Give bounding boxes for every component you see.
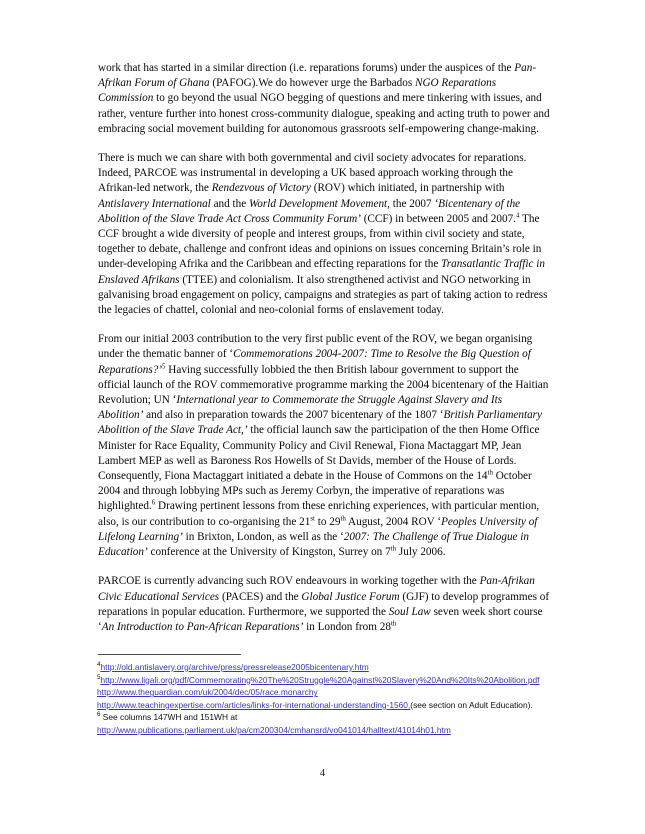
- text-run: the 2007: [389, 197, 435, 210]
- footnote-reference: th: [340, 513, 346, 522]
- text-run: See columns 147WH and 151WH at: [100, 712, 238, 723]
- footnote-url-link[interactable]: http://www.teachingexpertise.com/articles/links-for-international-understanding-1560,: [97, 699, 411, 710]
- footnote-reference: th: [390, 544, 397, 553]
- footnote-url-link[interactable]: http://www.ligali.org/pdf/Commemorating%20The%20Struggle%20Against%20Slavery%20And%20Its%20Abolition.pdf: [100, 674, 540, 685]
- text-run: and the: [210, 197, 250, 210]
- italic-run: Transatlantic Traffic in Enslaved Afrikans: [98, 258, 545, 286]
- footnote-entry: [97, 661, 549, 674]
- text-run: and also in preparation towards the 2007 bicentenary of the 1807 ‘: [143, 409, 444, 422]
- text-run: Drawing pertinent lessons from these enriching experiences, with particular mention, also, is our contribution to co-organising the 21: [98, 500, 540, 528]
- text-run: seven week short course ‘: [98, 605, 543, 633]
- italic-run: NGO Reparations Commission: [98, 77, 497, 105]
- page-number: 4: [319, 768, 326, 779]
- italic-run: An Introduction to Pan-African Reparations’: [101, 620, 304, 633]
- text-run: There is much we can share with both governmental and civil society advocates for reparations. Indeed, PARCOE was instrumental in developing a UK based approach working through the Afrikan-led network, the: [98, 152, 527, 195]
- text-run: the official launch saw the participation of the then Home Office Minister for Race Equality, Community Policy and Civil Renewal, Fiona Mactaggart MP, Jean Lambert MEP as well as Baroness Ros Howells of St Davids, member of the House of Lords. Consequently, Fiona Mactaggart initiated a debate in the House of Commons on the 14: [98, 424, 540, 483]
- footnote-entry: [97, 674, 549, 687]
- italic-run: ‘Bicentenary of the Abolition of the Slave Trade Act Cross Community Forum’: [98, 197, 521, 225]
- footnote-separator-rule: [98, 654, 241, 655]
- italic-run: Pan-Afrikan Civic Educational Services: [98, 575, 535, 603]
- italic-run: Rendezvous of Victory: [211, 182, 311, 195]
- italic-run: Antislavery International: [98, 197, 211, 210]
- paragraph-3: [98, 332, 550, 560]
- text-run: August, 2004 ROV ‘: [345, 515, 442, 528]
- italic-run: British Parliamentary Abolition of the Slave Trade Act,’: [98, 409, 542, 437]
- footnote-url-link[interactable]: http://www.theguardian.com/uk/2004/dec/05/race.monarchy: [97, 687, 318, 698]
- italic-run: Soul Law: [388, 605, 431, 618]
- text-run: to 29: [314, 515, 341, 528]
- footnote-reference: 4: [515, 211, 520, 220]
- footnote-entry: [97, 711, 549, 724]
- text-run: October 2004 and through lobbying MPs such as Jeremy Corbyn, the imperative of reparations was highlighted.: [98, 470, 532, 513]
- footnote-reference: st: [310, 513, 315, 522]
- text-run: (see section on Adult Education).: [410, 699, 533, 710]
- italic-run: 2007: The Challenge of True Dialogue in Education’: [98, 530, 530, 559]
- text-run: in London from 28: [303, 620, 391, 633]
- footnote-entry: [97, 724, 549, 737]
- paragraph-1: [98, 61, 550, 137]
- italic-run: World Development Movement,: [249, 197, 390, 210]
- text-run: in Brixton, London, as well as the ‘: [182, 530, 344, 543]
- italic-run: Global Justice Forum: [301, 590, 400, 603]
- paragraph-2: [98, 151, 550, 318]
- text-run: PARCOE is currently advancing such ROV endeavours in working together with the: [98, 575, 480, 588]
- text-run: The CCF brought a wide diversity of people and interest groups, from within civil society and state, together to debate, challenge and confront ideas and opinions on issues concerning Britain’s role in under-developing Afrika and the Caribbean and effecting reparations for the: [98, 212, 542, 271]
- footnote-url-link[interactable]: http://old.antislavery.org/archive/press/pressrelease2005bicentenary.htm: [100, 662, 369, 672]
- footnote-marker: 4: [97, 661, 101, 669]
- document-body: [98, 61, 550, 648]
- footnote-entry: [97, 686, 549, 699]
- text-run: (CCF) in between 2005 and 2007.: [360, 212, 516, 225]
- footnote-reference: 5: [162, 361, 166, 370]
- text-run: to go beyond the usual NGO begging of questions and mere tinkering with issues, and rather, venture further into honest cross-community dialogue, speaking and acting truth to power and embracing social movement building for autonomous grassroots self-empowering change-making.: [98, 92, 550, 135]
- text-run: conference at the University of Kingston, Surrey on 7: [147, 546, 391, 559]
- footnote-marker: 6: [97, 711, 101, 719]
- footnote-marker: 5: [97, 673, 101, 681]
- italic-run: International year to Commemorate the Struggle Against Slavery and Its Abolition’: [98, 394, 503, 422]
- text-run: (TTEE) and colonialism. It also strengthened activist and NGO networking in galvanising broad engagement on policy, campaigns and strategies as part of taking action to redress the legacies of chattel, colonial and neo-colonial forms of enslavement today.: [98, 273, 548, 317]
- footnote-url-link[interactable]: http://www.publications.parliament.uk/pa/cm200304/cmhansrd/vo041014/halltext/41014h01.htm: [97, 724, 451, 735]
- footnote-entry: [97, 699, 549, 712]
- paragraph-4: [98, 574, 550, 635]
- footnote-reference: th: [390, 619, 397, 628]
- footnote-reference: th: [487, 468, 493, 477]
- text-run: (PACES) and the: [219, 590, 302, 603]
- text-run: From our initial 2003 contribution to the very first public event of the ROV, we began organising under the thematic banner of ‘: [98, 333, 533, 361]
- italic-run: Commemorations 2004-2007: Time to Resolve the Big Question of Reparations?’: [98, 348, 531, 376]
- text-run: (GJF) to develop programmes of reparations in popular education. Furthermore, we supported the: [98, 590, 550, 618]
- text-run: work that has started in a similar direction (i.e. reparations forums) under the auspices of the: [98, 62, 515, 74]
- text-run: (PAFOG).We do however urge the Barbados: [209, 77, 415, 90]
- text-run: July 2006.: [396, 546, 446, 559]
- footnotes-section: [97, 661, 549, 737]
- italic-run: Pan-Afrikan Forum of Ghana: [98, 62, 537, 90]
- footnote-reference: 6: [151, 498, 156, 507]
- text-run: Having successfully lobbied the then British labour government to support the official launch of the ROV commemorative programme marking the 2004 bicentenary of the Haitian Revolution; UN ‘: [98, 363, 549, 407]
- text-run: (ROV) which initiated, in partnership with: [310, 182, 505, 195]
- italic-run: Peoples University of Lifelong Learning’: [98, 515, 538, 543]
